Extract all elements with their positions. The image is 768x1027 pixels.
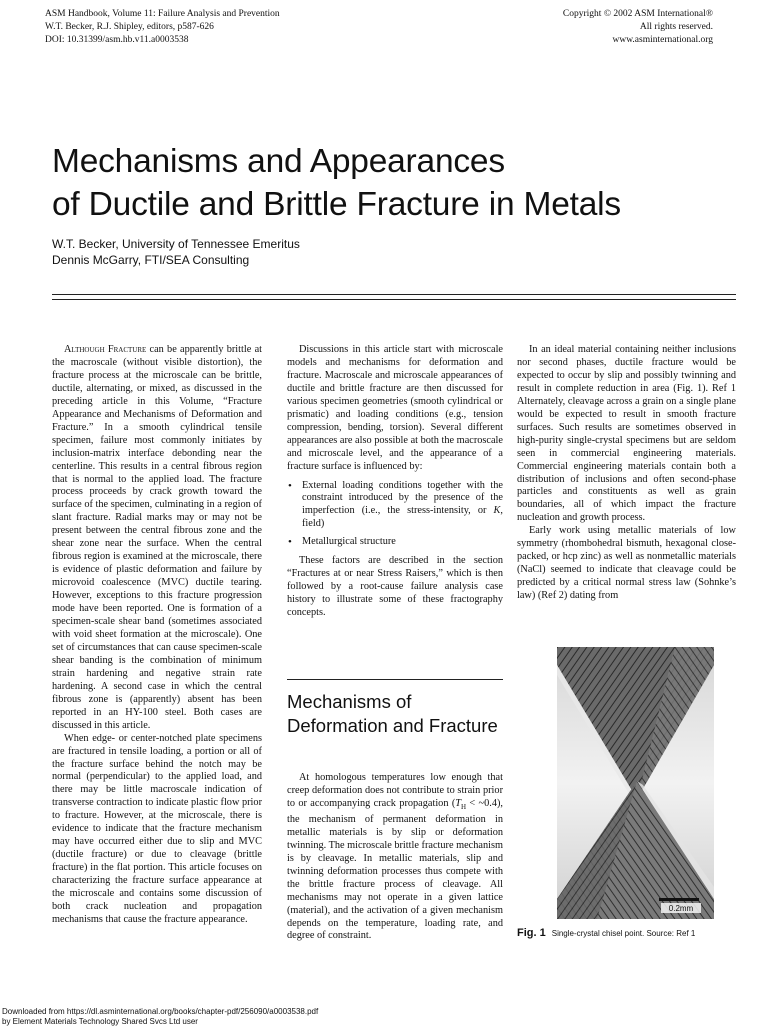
author-1: W.T. Becker, University of Tennessee Emeritus [52, 237, 300, 251]
influence-list [287, 480, 503, 550]
paragraph-ideal-material: In an ideal material containing neither inclusions nor second phases, ductile fracture would be expected to occur by slip and possibly twinning and result in complete reduction in area (Fig. 1). Ref 1 Alternately, cleavage across a grain on a single plane would be expected to result in smooth fracture surfaces. Such results are sometimes observed in high-purity single-crystal specimens but are seldom seen in commercial engineering materials. Commercial engineering materials contain both a distribution of inclusions and often second-phase particles and constituents as well as grain boundaries, all of which impact the fracture nucleation and growth process. [517, 344, 736, 524]
footer-user-line: by Element Materials Technology Shared Svcs Ltd user [2, 1017, 198, 1026]
article-title [52, 140, 742, 226]
header-citation [45, 8, 280, 47]
list-item: • External loading conditions together with the constraint introduced by the presence of the imperfection (i.e., the stress-intensity, or K, field) [287, 480, 503, 532]
section-heading: Mechanisms of Deformation and Fracture [287, 691, 498, 736]
column-2-lower [287, 772, 503, 943]
website-link[interactable]: www.asminternational.org [612, 35, 713, 45]
lead-in: Although Fracture [64, 344, 147, 355]
column-3 [517, 344, 736, 603]
title-divider-top [52, 294, 736, 295]
figure-caption-text: Single-crystal chisel point. Source: Ref 1 [551, 929, 696, 938]
figure-caption [517, 927, 747, 939]
header-line-doi: DOI: 10.31399/asm.hb.v11.a0003538 [45, 35, 189, 45]
copyright-line: Copyright © 2002 ASM International® [562, 9, 713, 19]
title-divider-bottom [52, 299, 736, 300]
download-footer [2, 1007, 318, 1027]
micrograph-image [557, 647, 714, 919]
scale-bar [659, 898, 699, 901]
scale-bar-label: 0.2mm [668, 904, 694, 913]
paragraph-intro: Although Fracture can be apparently brittle at the macroscale (without visible distortion), the fracture process at the microscale can be brittle, ductile, alternating, or mixed, as discussed in the preceding article in this Volume, “Fracture Appearance and Mechanisms of Deformation and Fracture.” In a smooth cylindrical tensile specimen, failure most commonly initiates by inclusion-matrix interface debonding near the centerline. This results in a central fibrous region that is normal to the applied load. The fracture process proceeds by crack growth toward the surface of the specimen, culminating in a region of slant fracture. Radial marks may or may not be present between the central fibrous zone and the shear zone near the surface. When the central fibrous region is examined at the microscale, there is evidence of plastic deformation and failure by microvoid coalescence (MVC) ductile tearing. However, exceptions to this fracture progression mode have been reported. One is formation of a specimen-scale shear band (sometimes associated with void sheet formation at the microscale). One set of circumstances that can cause specimen-scale shear banding is the combination of minimum strain hardening and negative strain rate hardening. A second case in which the central fibrous zone is (apparently) absent has been reported in an HY-100 steel. Both cases are discussed in this article. [52, 344, 262, 731]
column-2 [287, 344, 503, 620]
column-1 [52, 344, 262, 927]
header-line-handbook: ASM Handbook, Volume 11: Failure Analysis and Prevention [45, 9, 280, 19]
author-2: Dennis McGarry, FTI/SEA Consulting [52, 252, 250, 267]
figure-label: Fig. 1 [517, 927, 546, 939]
header-copyright [563, 8, 713, 47]
title-line-2: of Ductile and Brittle Fracture in Metals [52, 186, 621, 223]
paragraph-notched-plates: When edge- or center-notched plate specimens are fractured in tensile loading, a portion or all of the fracture surface behind the notch may be normal (perpendicular) to the applied load, and there may be little macroscale indication of transverse contraction to indicate plastic flow prior to fracture. However, at the microscale, there is evidence to indicate that the fracture mechanism may have occurred either due to slip and MVC (ductile fracture) or due to cleavage (brittle fracture) in the flat portion. This article focuses on characterizing the fracture surface appearance at the microscale and contains some discussion of both crack nucleation and propagation mechanisms that cause the fracture appearance. [52, 732, 262, 925]
paragraph-factors: These factors are described in the section “Fractures at or near Stress Raisers,” which is then followed by a root-cause failure analysis case history to illustrate some of these fractography concepts. [287, 555, 503, 619]
footer-download-link[interactable]: Downloaded from https://dl.asminternational.org/books/chapter-pdf/256090/a0003538.pdf [2, 1007, 319, 1016]
rights-line: All rights reserved. [639, 22, 713, 32]
list-item: • Metallurgical structure [287, 536, 503, 549]
paragraph-discussions: Discussions in this article start with microscale models and mechanisms for deformation and fracture. Macroscale and microscale appearances of ductile and brittle fracture are then discussed for various specimen geometries (smooth cylindrical or prismatic) and loading conditions (e.g., tension compression, bending, torsion). Several different appearances are also possible at both the macroscale and microscale level, and the appearance of a fracture surface is influenced by: [287, 344, 503, 472]
paragraph-homologous: At homologous temperatures low enough that creep deformation does not contribute to strain prior to or accompanying crack propagation ($T_H$ < ~0.4), the mechanism of permanent deformation in metallic materials is by slip or deformation twinning. The microscale brittle fracture mechanism is by cleavage. In metallic materials, slip and twinning deformation processes thus compete with the brittle fracture process of cleavage. All mechanisms may not operate in a given lattice (material), and the activation of a given mechanism depends on the temperature, loading rate, and degree of constraint. [287, 772, 503, 942]
authors-block [52, 237, 300, 268]
section-divider [287, 679, 503, 680]
paragraph-early-work: Early work using metallic materials of low symmetry (rhombohedral bismuth, hexagonal close-packed, or hcp zinc) as well as nonmetallic materials (NaCl) seemed to indicate that cleavage could be predicted by a critical normal stress law (Sohnke’s law) (Ref 2) dating from [517, 525, 736, 602]
header-line-editors: W.T. Becker, R.J. Shipley, editors, p587-626 [45, 22, 214, 32]
title-line-1: Mechanisms and Appearances [52, 143, 505, 180]
figure-chisel-point-photo [557, 647, 714, 919]
